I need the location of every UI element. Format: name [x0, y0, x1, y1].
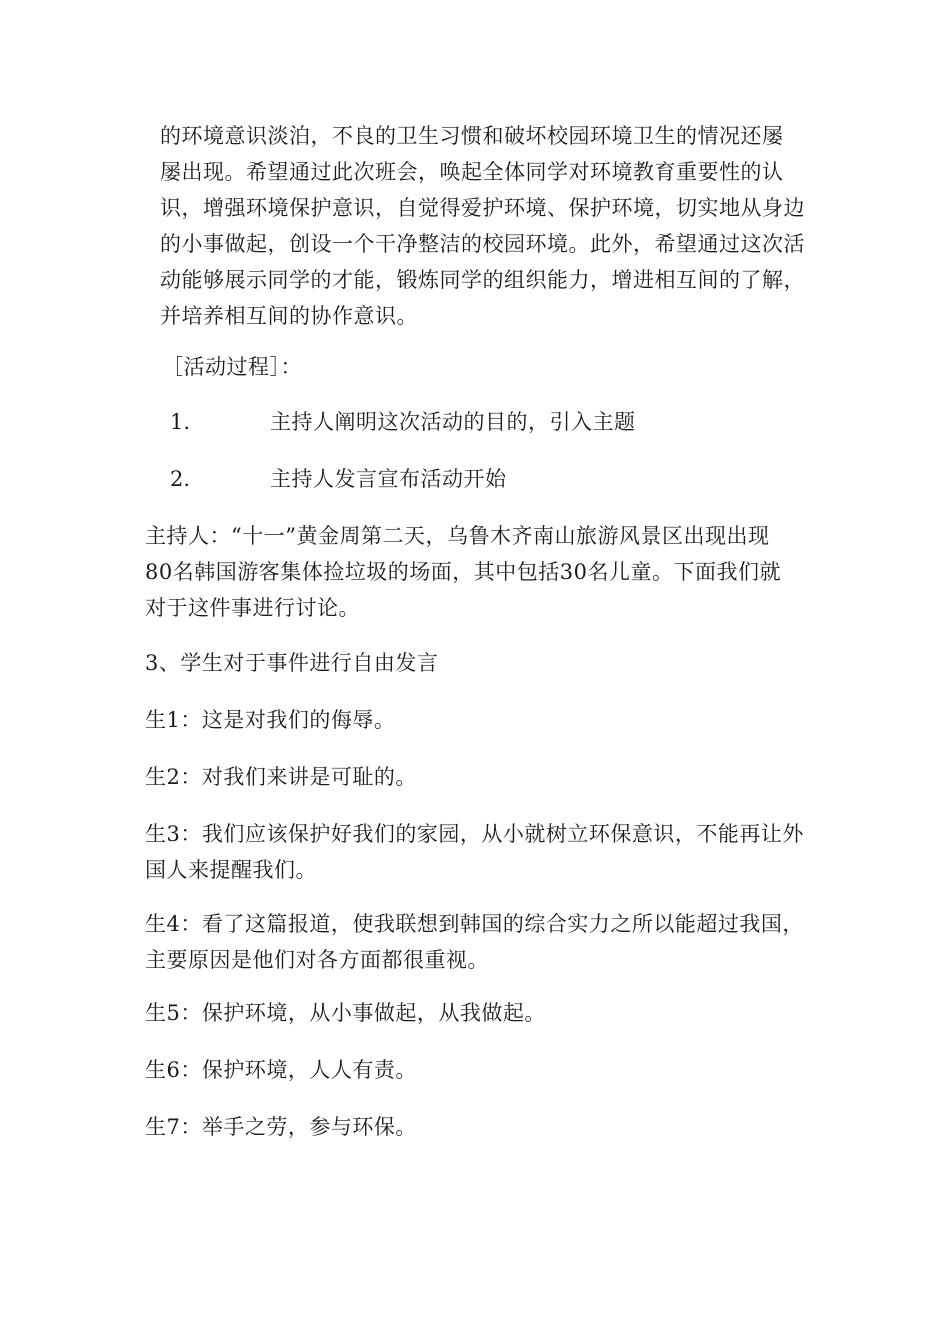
student-statement	[145, 1109, 417, 1145]
text-line: 的小事做起，创设一个干净整洁的校园环境。此外，希望通过这次活	[160, 232, 805, 256]
student-statement	[145, 995, 546, 1031]
text-line: 的环境意识淡泊，不良的卫生习惯和破坏校园环境卫生的情况还屡	[160, 124, 784, 148]
text-line: 生6：保护环境，人人有责。	[145, 1058, 417, 1082]
list-number: 1.	[170, 410, 191, 434]
list-item	[170, 461, 770, 497]
intro-paragraph	[160, 118, 805, 334]
list-text: 主持人阐明这次活动的目的，引入主题	[270, 410, 636, 434]
text-line: 主持人：“十一”黄金周第二天，乌鲁木齐南山旅游风景区出现出现	[145, 524, 770, 548]
text-line: 生4：看了这篇报道，使我联想到韩国的综合实力之所以能超过我国，	[145, 912, 804, 936]
student-statement	[145, 702, 395, 738]
list-number: 2.	[170, 467, 191, 491]
text-line: 国人来提醒我们。	[145, 858, 317, 882]
text-line: 生2：对我们来讲是可耻的。	[145, 765, 417, 789]
list-item	[170, 404, 770, 440]
text-line: 动能够展示同学的才能，锻炼同学的组织能力，增进相互间的了解，	[160, 268, 805, 292]
text-line: 主要原因是他们对各方面都很重视。	[145, 948, 489, 972]
text-line: 生5：保护环境，从小事做起，从我做起。	[145, 1001, 546, 1025]
text-line: 生7：举手之劳，参与环保。	[145, 1115, 417, 1139]
host-paragraph	[145, 518, 781, 626]
student-statement	[145, 906, 804, 978]
student-statement	[145, 816, 804, 888]
text-line: 对于这件事进行讨论。	[145, 596, 360, 620]
text-line: 屡出现。希望通过此次班会，唤起全体同学对环境教育重要性的认	[160, 160, 784, 184]
text-line: 生3：我们应该保护好我们的家园，从小就树立环保意识，不能再让外	[145, 822, 804, 846]
student-statement	[145, 1052, 417, 1088]
text-line: 并培养相互间的协作意识。	[160, 304, 418, 328]
text-line: 80名韩国游客集体捡垃圾的场面，其中包括30名儿童。下面我们就	[145, 560, 781, 584]
process-heading: ［活动过程］：	[162, 355, 302, 379]
text-line: 识，增强环境保护意识，自觉得爱护环境、保护环境，切实地从身边	[160, 196, 805, 220]
text-line: 生1：这是对我们的侮辱。	[145, 708, 396, 732]
step-three: 3、学生对于事件进行自由发言	[145, 651, 439, 675]
list-text: 主持人发言宣布活动开始	[270, 467, 507, 491]
student-statement	[145, 759, 417, 795]
